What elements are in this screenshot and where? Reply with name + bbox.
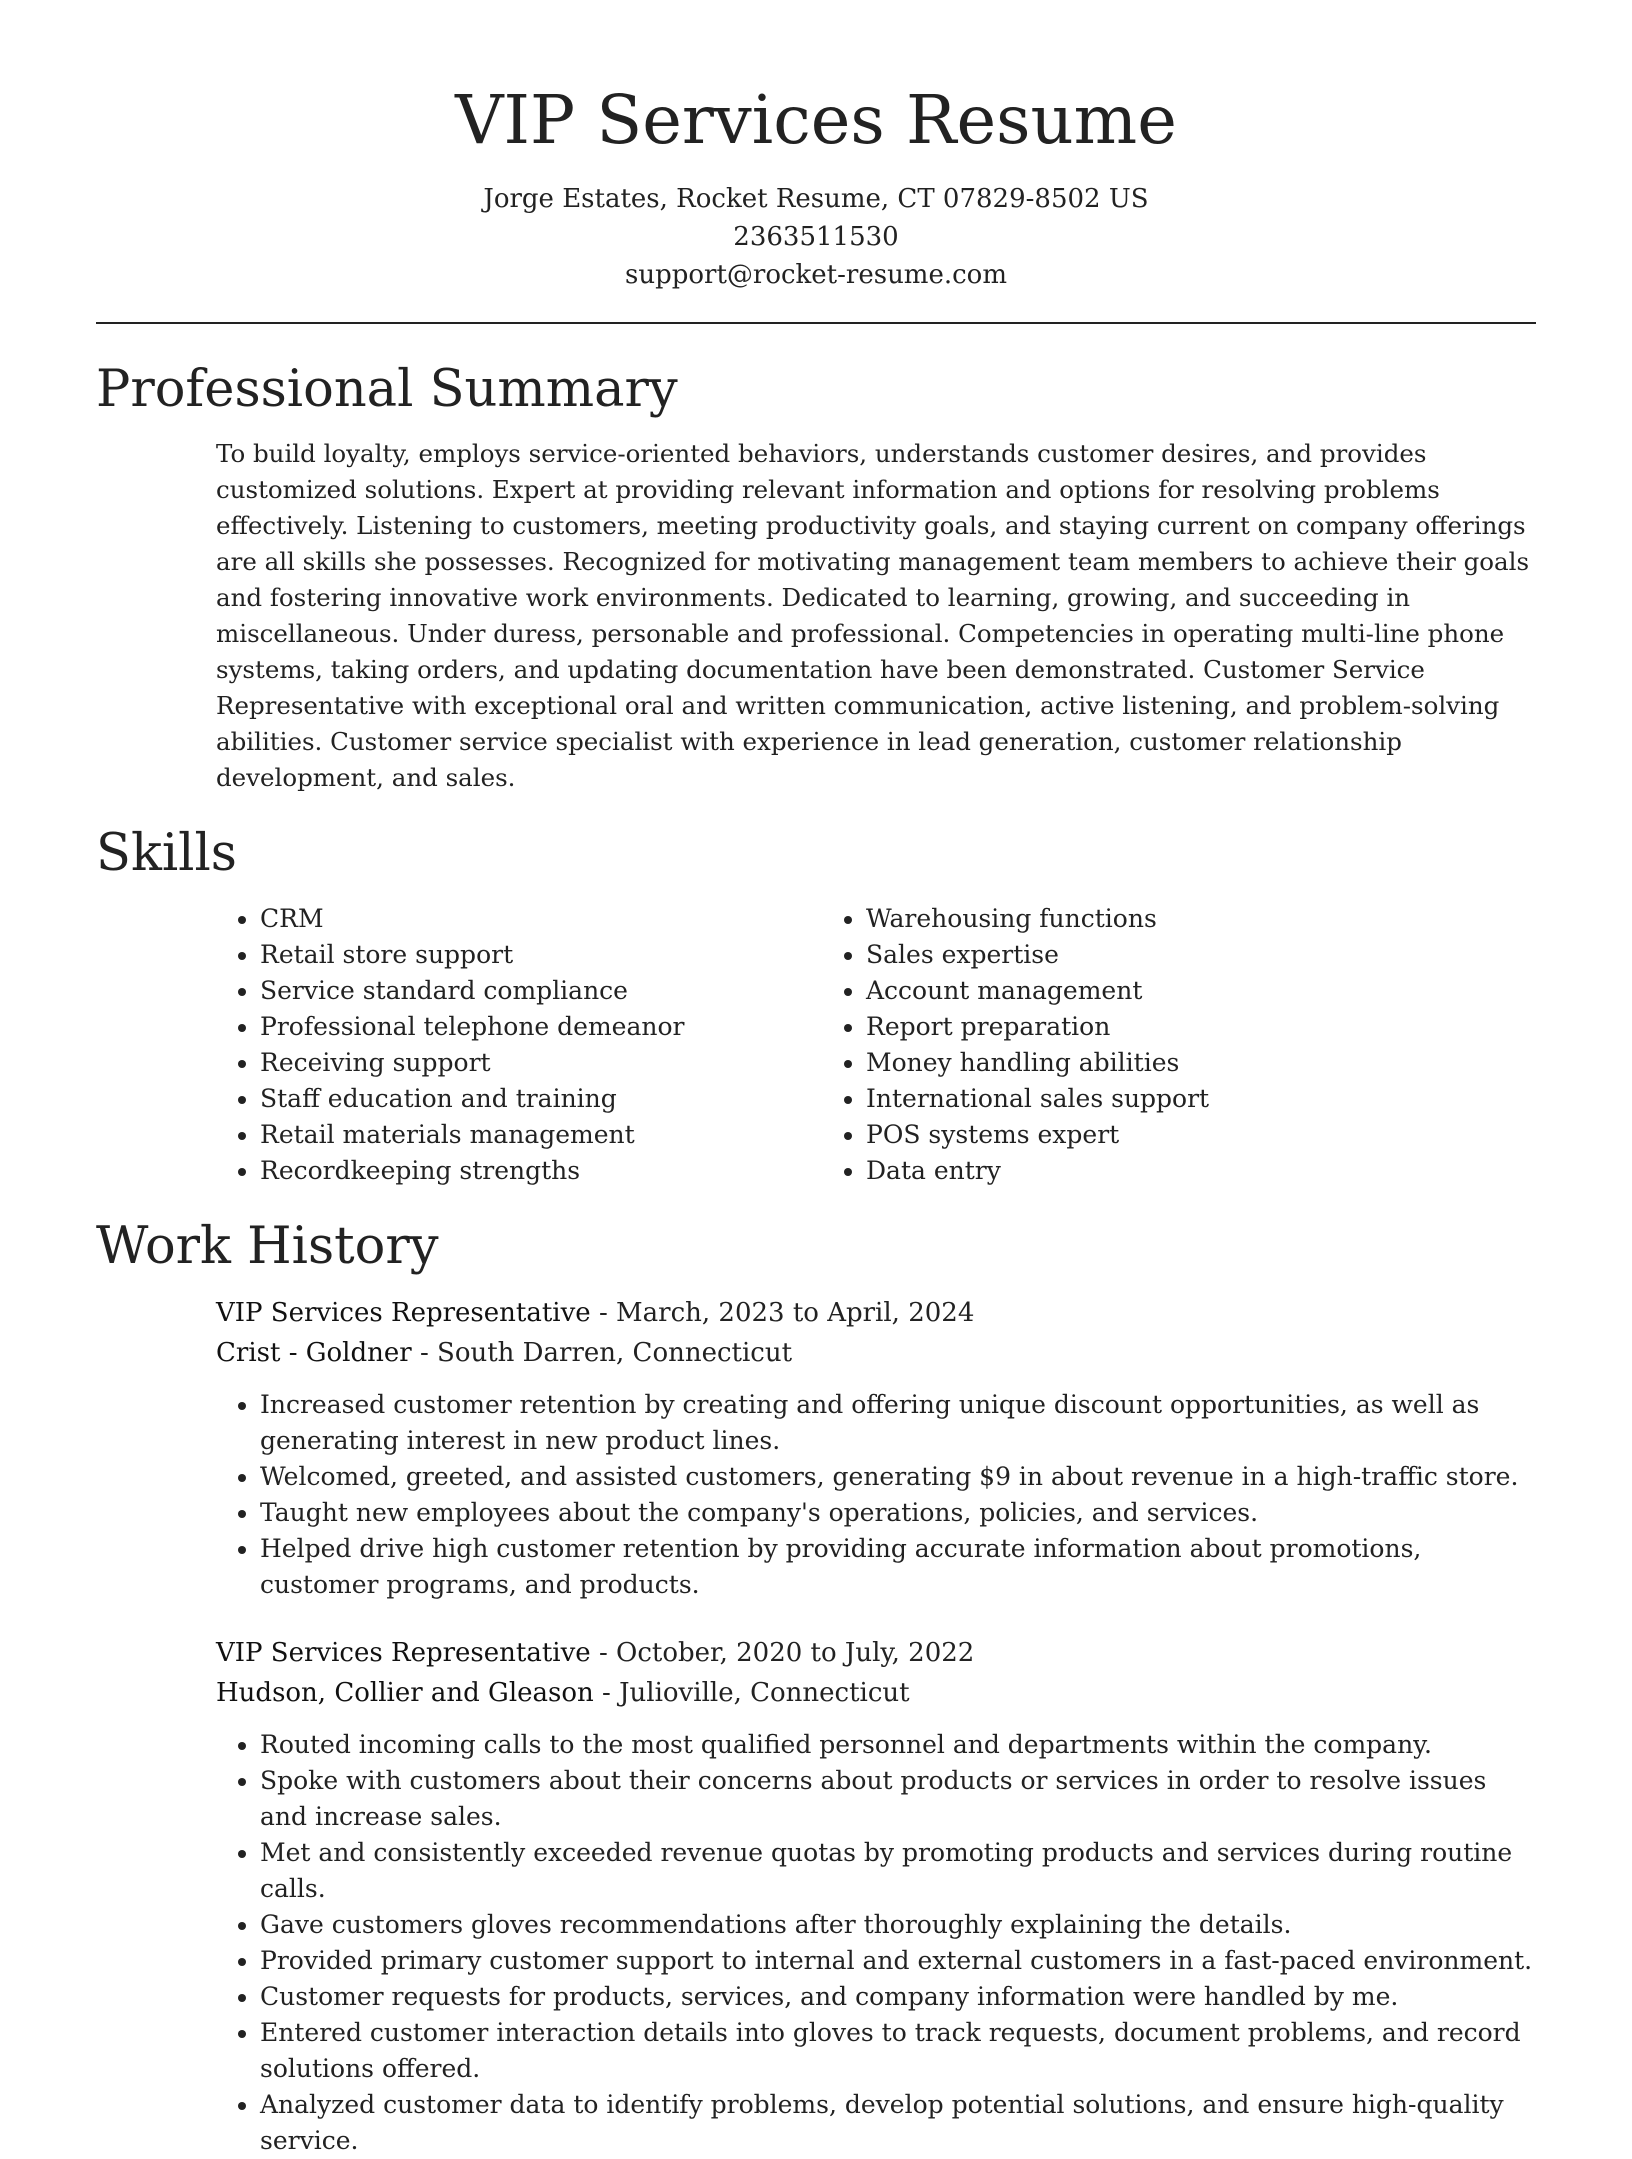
job-bullets (216, 1387, 1536, 1603)
skill-item: • Sales expertise (866, 937, 1428, 973)
job-company: Hudson, Collier and Gleason (216, 1677, 594, 1708)
separator: - (602, 1677, 620, 1708)
job-bullet: • Analyzed customer data to identify problems, develop potential solutions, and ensure high-quality service. (260, 2087, 1536, 2159)
job-title-line (216, 1293, 1536, 1333)
job-bullet: • Met and consistently exceeded revenue quotas by promoting products and services during routine calls. (260, 1835, 1536, 1907)
skills-list-left (216, 901, 822, 1189)
address-line: Jorge Estates, Rocket Resume, CT 07829-8502 US (483, 184, 1149, 215)
job-bullet: • Gave customers gloves recommendations after thoroughly explaining the details. (260, 1907, 1536, 1943)
job-company-line (216, 1673, 1536, 1713)
skill-item: • CRM (260, 901, 822, 937)
skills-section (96, 826, 1536, 1188)
skill-item: • Recordkeeping strengths (260, 1153, 822, 1189)
work-history-section (96, 1216, 1536, 2159)
skill-item: • Account management (866, 973, 1428, 1009)
job-entry (216, 1293, 1536, 1603)
phone-line: 2363511530 (733, 222, 899, 253)
job-title-line (216, 1633, 1536, 1673)
job-bullet: • Spoke with customers about their concerns about products or services in order to resolve issues and increase sales. (260, 1763, 1536, 1835)
job-bullet: • Welcomed, greeted, and assisted customers, generating $9 in about revenue in a high-traffic store. (260, 1459, 1536, 1495)
skills-heading: Skills (96, 824, 237, 884)
job-company: Crist - Goldner (216, 1337, 412, 1368)
skill-item: • Report preparation (866, 1009, 1428, 1045)
skill-item: • Service standard compliance (260, 973, 822, 1009)
job-title: VIP Services Representative (216, 1297, 591, 1328)
skill-item: • International sales support (866, 1081, 1428, 1117)
work-history-heading: Work History (96, 1216, 439, 1276)
separator: - (598, 1637, 617, 1668)
skill-item: • Warehousing functions (866, 901, 1428, 937)
job-entry (216, 1633, 1536, 2159)
job-title: VIP Services Representative (216, 1637, 591, 1668)
skill-item: • Money handling abilities (866, 1045, 1428, 1081)
job-bullet: • Taught new employees about the company's operations, policies, and services. (260, 1495, 1536, 1531)
summary-heading: Professional Summary (96, 360, 678, 420)
header-divider (96, 322, 1536, 324)
job-bullet: • Routed incoming calls to the most qualified personnel and departments within the company. (260, 1727, 1536, 1763)
skill-item: • Staff education and training (260, 1081, 822, 1117)
job-bullet: • Customer requests for products, services, and company information were handled by me. (260, 1979, 1536, 2015)
separator: - (598, 1297, 617, 1328)
email-line: support@rocket-resume.com (624, 260, 1007, 291)
job-dates: October, 2020 to July, 2022 (616, 1637, 975, 1668)
job-dates: March, 2023 to April, 2024 (616, 1297, 975, 1328)
skill-item: • Receiving support (260, 1045, 822, 1081)
skills-list-right (822, 901, 1428, 1189)
job-bullet: • Helped drive high customer retention by providing accurate information about promotions, customer programs, and products. (260, 1531, 1536, 1603)
skill-item: • Professional telephone demeanor (260, 1009, 822, 1045)
skill-item: • Data entry (866, 1153, 1428, 1189)
page-title: VIP Services Resume (455, 81, 1177, 159)
job-bullet: • Entered customer interaction details into gloves to track requests, document problems, and record solutions offered. (260, 2015, 1536, 2087)
job-bullets (216, 1727, 1536, 2159)
job-location: Julioville, Connecticut (619, 1677, 910, 1708)
skill-item: • POS systems expert (866, 1117, 1428, 1153)
job-company-line (216, 1333, 1536, 1373)
contact-block (96, 180, 1536, 294)
skills-columns (216, 901, 1536, 1189)
job-bullet: • Provided primary customer support to internal and external customers in a fast-paced environment. (260, 1943, 1536, 1979)
separator: - (419, 1337, 438, 1368)
job-bullet: • Increased customer retention by creating and offering unique discount opportunities, as well as generating interest in new product lines. (260, 1387, 1536, 1459)
resume-header (96, 80, 1536, 294)
skill-item: • Retail store support (260, 937, 822, 973)
summary-section (96, 362, 1536, 796)
summary-text: To build loyalty, employs service-oriented behaviors, understands customer desires, and provides customized solutions. Expert at providing relevant information and options for resolving problems effectively. Listening to customers, meeting productivity goals, and staying current on company offerings are all skills she possesses. Recognized for motivating management team members to achieve their goals and fostering innovative work environments. Dedicated to learning, growing, and succeeding in miscellaneous. Under duress, personable and professional. Competencies in operating multi-line phone systems, taking orders, and updating documentation have been demonstrated. Customer Service Representative with exceptional oral and written communication, active listening, and problem-solving abilities. Customer service specialist with experience in lead generation, customer relationship development, and sales. (216, 439, 1530, 793)
skill-item: • Retail materials management (260, 1117, 822, 1153)
job-location: South Darren, Connecticut (437, 1337, 793, 1368)
